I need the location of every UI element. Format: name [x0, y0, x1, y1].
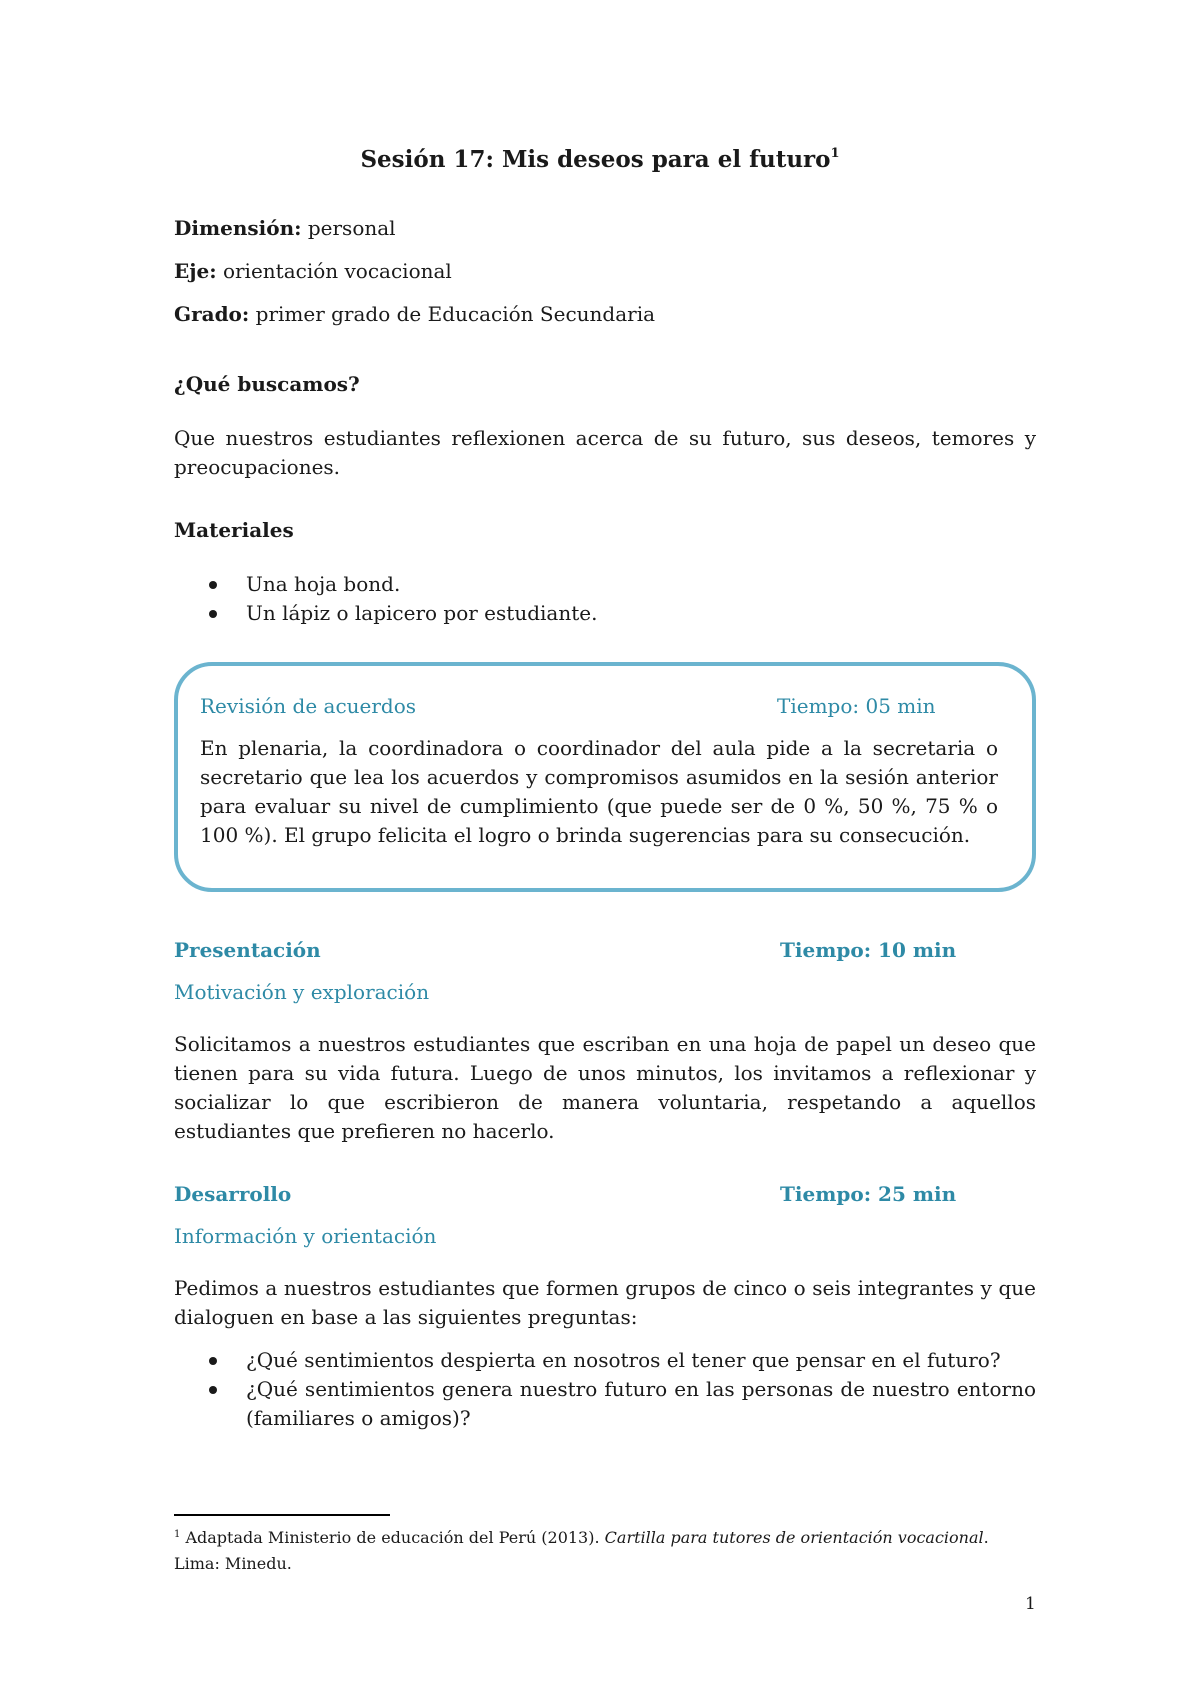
buscamos-text: Que nuestros estudiantes reflexionen acerca de su futuro, sus deseos, temores y preocupaciones. [174, 426, 1036, 479]
presentacion-subheading: Motivación y exploración [174, 980, 430, 1004]
presentacion-time: Tiempo: 10 min [780, 938, 957, 962]
buscamos-heading: ¿Qué buscamos? [174, 372, 360, 396]
eje-value: orientación vocacional [216, 259, 452, 283]
bullet-icon [209, 581, 217, 589]
footnote-italic-title: Cartilla para tutores de orientación vocacional [604, 1528, 984, 1547]
footnote-divider [174, 1514, 390, 1516]
desarrollo-subheading: Información y orientación [174, 1224, 437, 1248]
dimension-line [174, 216, 396, 240]
footnote [174, 1522, 994, 1577]
eje-line [174, 259, 452, 283]
revision-text: En plenaria, la coordinadora o coordinador del aula pide a la secretaria o secretario que lea los acuerdos y compromisos asumidos en la sesión anterior para evaluar su nivel de cumplimiento (que puede ser de 0 %, 50 %, 75 % o 100 %). El grupo felicita el logro o brinda sugerencias para su consecución. [200, 736, 998, 847]
dimension-value: personal [301, 216, 396, 240]
list-item [174, 1346, 1036, 1375]
list-item [174, 570, 1036, 599]
eje-label: Eje: [174, 259, 217, 283]
grado-line [174, 302, 655, 326]
materiales-list [174, 570, 1036, 628]
footnote-number: 1 [174, 1529, 181, 1540]
desarrollo-questions [174, 1346, 1036, 1433]
page-number: 1 [1025, 1594, 1036, 1614]
desarrollo-heading: Desarrollo [174, 1182, 292, 1206]
page-title [0, 146, 1200, 173]
bullet-icon [209, 610, 217, 618]
list-item [174, 1375, 1036, 1433]
grado-value: primer grado de Educación Secundaria [249, 302, 656, 326]
title-text: Sesión 17: Mis deseos para el futuro [360, 146, 831, 173]
desarrollo-text: Pedimos a nuestros estudiantes que formen grupos de cinco o seis integrantes y que dialoguen en base a las siguientes preguntas: [174, 1276, 1036, 1329]
bullet-icon [209, 1386, 217, 1394]
footnote-text-before: Adaptada Ministerio de educación del Perú (2013). [180, 1528, 605, 1547]
revision-heading: Revisión de acuerdos [200, 694, 417, 718]
grado-label: Grado: [174, 302, 250, 326]
question-text: ¿Qué sentimientos despierta en nosotros el tener que pensar en el futuro? [246, 1348, 1001, 1372]
presentacion-text: Solicitamos a nuestros estudiantes que escriban en una hoja de papel un deseo que tienen para su vida futura. Luego de unos minutos, los invitamos a reflexionar y socializar lo que escribieron de manera voluntaria, respetando a aquellos estudiantes que prefieren no hacerlo. [174, 1032, 1036, 1143]
dimension-label: Dimensión: [174, 216, 302, 240]
footnote-text-after: . Lima: Minedu. [174, 1528, 989, 1573]
desarrollo-time: Tiempo: 25 min [780, 1182, 957, 1206]
title-footnote-ref: 1 [830, 146, 840, 161]
presentacion-heading: Presentación [174, 938, 321, 962]
materiales-item-text: Una hoja bond. [246, 572, 401, 596]
revision-time: Tiempo: 05 min [777, 694, 936, 718]
question-text: ¿Qué sentimientos genera nuestro futuro en las personas de nuestro entorno (familiares o amigos)? [246, 1377, 1036, 1430]
materiales-heading: Materiales [174, 518, 294, 542]
bullet-icon [209, 1357, 217, 1365]
materiales-item-text: Un lápiz o lapicero por estudiante. [246, 601, 598, 625]
list-item [174, 599, 1036, 628]
